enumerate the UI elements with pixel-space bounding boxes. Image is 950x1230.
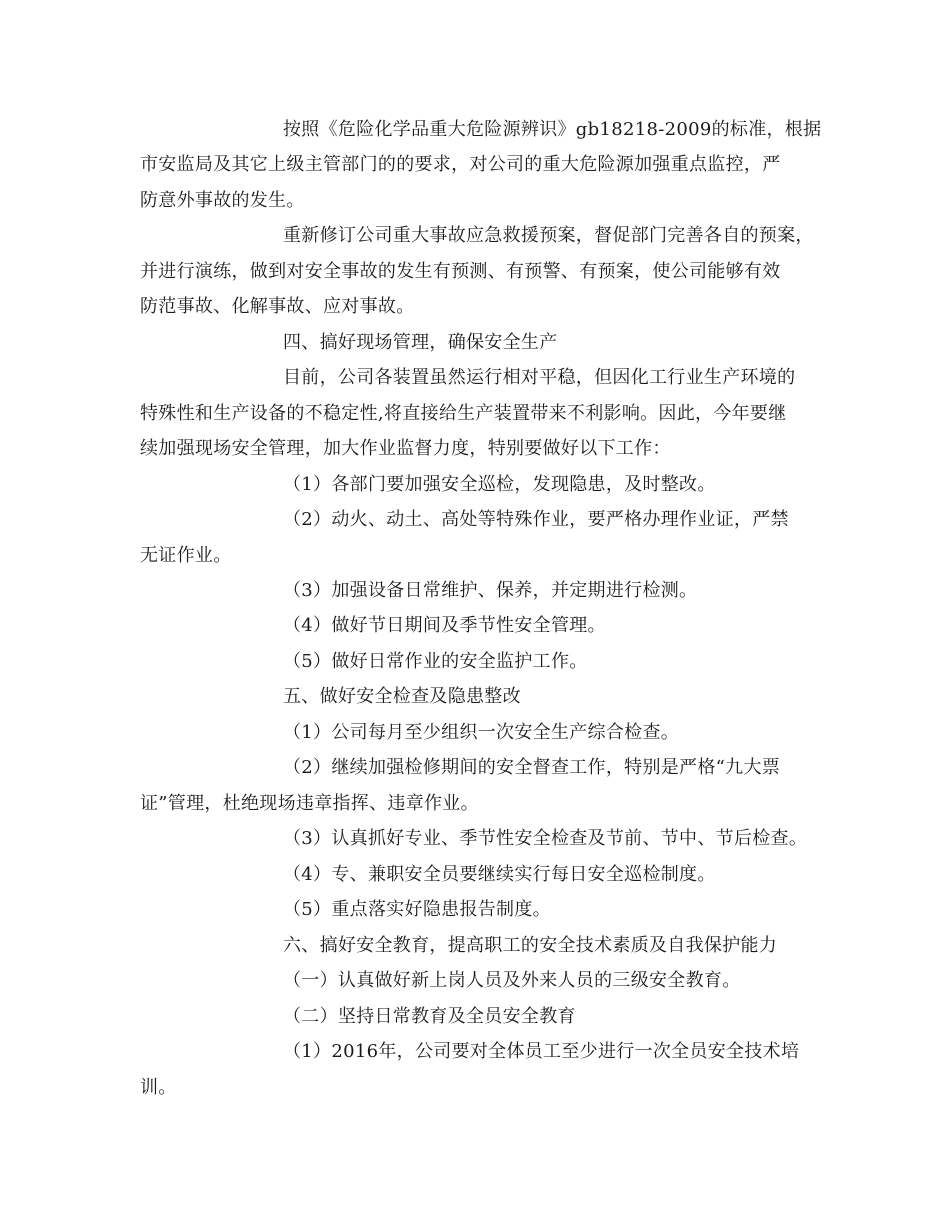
list-item: （3）加强设备日常维护、保养，并定期进行检测。 — [283, 580, 698, 601]
list-item: （4）做好节日期间及季节性安全管理。 — [283, 615, 606, 636]
list-item: （1）2016年，公司要对全体员工至少进行一次全员安全技术培 — [283, 1041, 800, 1062]
list-item: （5）做好日常作业的安全监护工作。 — [283, 651, 588, 672]
text-line: 证”管理，杜绝现场违章指挥、违章作业。 — [140, 793, 479, 814]
list-item: （1）各部门要加强安全巡检，发现隐患，及时整改。 — [283, 474, 716, 495]
list-item: （3）认真抓好专业、季节性安全检查及节前、节中、节后检查。 — [283, 828, 808, 849]
list-item: （4）专、兼职安全员要继续实行每日安全巡检制度。 — [283, 864, 716, 885]
text-line: 防意外事故的发生。 — [140, 190, 305, 211]
section-heading: 六、搞好安全教育，提高职工的安全技术素质及自我保护能力 — [283, 935, 778, 956]
text-line: 防范事故、化解事故、应对事故。 — [140, 296, 415, 317]
section-heading: 五、做好安全检查及隐患整改 — [283, 686, 521, 707]
text-line: 市安监局及其它上级主管部门的的要求，对公司的重大危险源加强重点监控，严 — [140, 154, 781, 175]
text-line: 特殊性和生产设备的不稳定性,将直接给生产装置带来不利影响。因此，今年要继 — [140, 403, 787, 424]
text-line: 无证作业。 — [140, 545, 232, 566]
section-heading: 四、搞好现场管理，确保安全生产 — [283, 332, 558, 353]
text-line: 续加强现场安全管理，加大作业监督力度，特别要做好以下工作： — [140, 438, 671, 459]
text-line: 按照《危险化学品重大危险源辨识》gb18218-2009的标准，根据 — [283, 119, 822, 140]
text-line: 并进行演练，做到对安全事故的发生有预测、有预警、有预案，使公司能够有效 — [140, 261, 781, 282]
list-item: （1）公司每月至少组织一次安全生产综合检查。 — [283, 722, 680, 743]
text-line: 重新修订公司重大事故应急救援预案，督促部门完善各自的预案， — [283, 225, 814, 246]
list-item: （2）动火、动土、高处等特殊作业，要严格办理作业证，严禁 — [283, 509, 789, 530]
list-item: （2）继续加强检修期间的安全督查工作，特别是严格“九大票 — [283, 757, 781, 778]
list-item: （5）重点落实好隐患报告制度。 — [283, 899, 551, 920]
list-item: （二）坚持日常教育及全员安全教育 — [283, 1006, 576, 1027]
text-line: 训。 — [140, 1077, 177, 1098]
list-item: （一）认真做好新上岗人员及外来人员的三级安全教育。 — [283, 970, 741, 991]
text-line: 目前，公司各装置虽然运行相对平稳，但因化工行业生产环境的 — [283, 367, 796, 388]
